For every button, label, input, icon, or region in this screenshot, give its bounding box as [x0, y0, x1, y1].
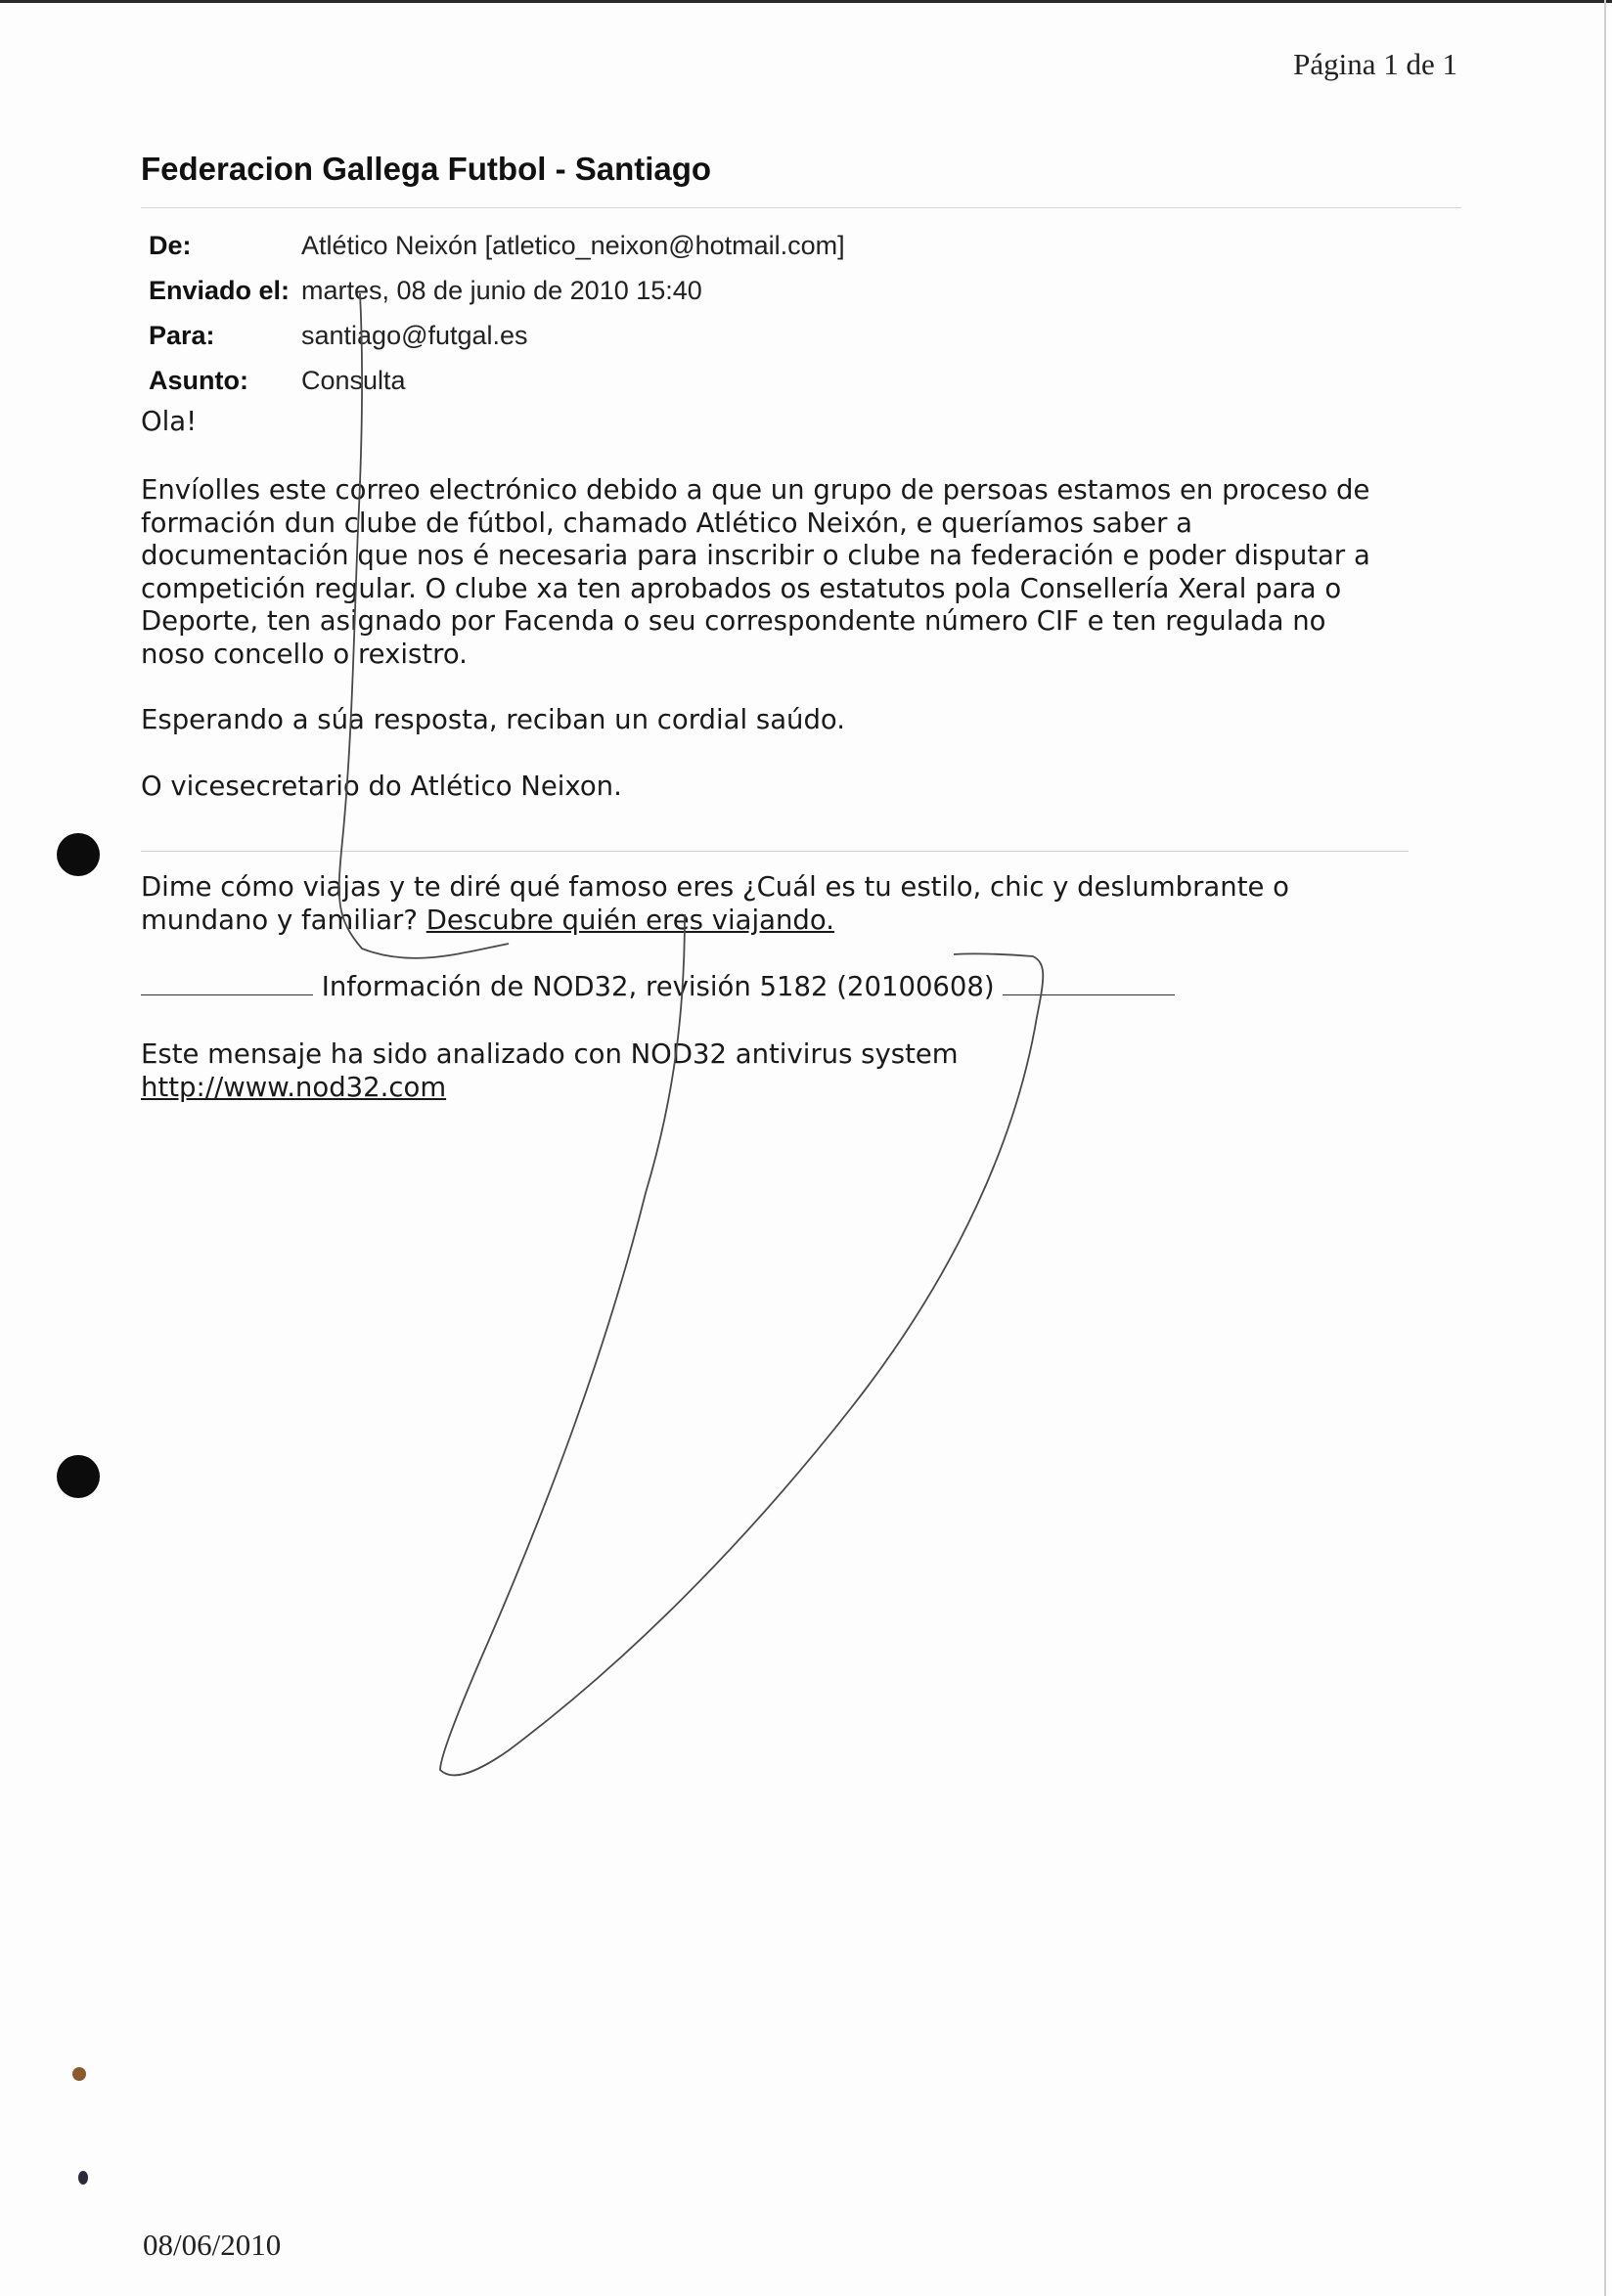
footer-date: 08/06/2010	[143, 2228, 282, 2262]
ad-line-1: Dime cómo viajas y te diré qué famoso eres ¿Cuál es tu estilo, chic y deslumbrante o	[141, 871, 1289, 903]
paragraph-1-line: Envíolles este correo electrónico debido a que un grupo de persoas estamos en proceso de	[141, 474, 1370, 506]
header-from-label: De:	[149, 231, 192, 260]
paragraph-1-line: Deporte, ten asignado por Facenda o seu correspondente número CIF e ten regulada no	[141, 605, 1326, 637]
header-subject	[149, 358, 845, 403]
nod32-link[interactable]: http://www.nod32.com	[141, 1071, 447, 1103]
scan-speck	[72, 2067, 86, 2081]
nod32-rule-left	[141, 971, 313, 995]
page-title: Federacion Gallega Futbol - Santiago	[141, 151, 712, 187]
header-to-label: Para:	[149, 321, 215, 350]
nod32-info-text: Información de NOD32, revisión 5182 (20100608)	[321, 971, 995, 1002]
header-sent	[149, 268, 845, 313]
header-sent-value: martes, 08 de junio de 2010 15:40	[301, 276, 702, 305]
email-paragraph-2: Esperando a súa resposta, reciban un cordial saúdo.	[141, 704, 846, 735]
paragraph-1-line: competición regular. O clube xa ten aprobados os estatutos pola Consellería Xeral para o	[141, 572, 1342, 604]
title-divider	[141, 207, 1461, 208]
nod32-message-block	[141, 1038, 959, 1104]
punch-hole-upper	[57, 833, 100, 876]
nod32-info-line	[141, 971, 1175, 1004]
ad-link[interactable]: Descubre quién eres viajando.	[425, 904, 834, 936]
ad-line-2	[141, 905, 1289, 938]
punch-hole-lower	[57, 1455, 100, 1498]
ad-line-2-text: mundano y familiar?	[141, 904, 426, 936]
header-subject-label: Asunto:	[149, 366, 248, 395]
header-to-value: santiago@futgal.es	[301, 321, 528, 350]
scan-right-edge	[1604, 0, 1606, 2296]
email-headers	[149, 223, 845, 403]
ad-block	[141, 871, 1289, 937]
scan-speck	[78, 2171, 88, 2185]
email-paragraph-1	[141, 474, 1370, 671]
page-number: Página 1 de 1	[1293, 47, 1457, 81]
paragraph-1-line: noso concello o rexistro.	[141, 638, 468, 670]
email-sign-off: O vicesecretario do Atlético Neixon.	[141, 771, 622, 802]
header-sent-label: Enviado el:	[149, 276, 291, 305]
paragraph-1-line: documentación que nos é necesaria para inscribir o clube na federación e poder disputar a	[141, 540, 1370, 571]
nod32-rule-right	[1003, 971, 1175, 995]
scan-top-edge	[0, 0, 1612, 3]
header-from-value: Atlético Neixón [atletico_neixon@hotmail.com]	[301, 231, 845, 260]
ad-divider	[141, 851, 1409, 852]
email-greeting: Ola!	[141, 406, 198, 437]
header-to	[149, 313, 845, 358]
header-from	[149, 223, 845, 268]
header-subject-value: Consulta	[301, 366, 406, 395]
nod32-message: Este mensaje ha sido analizado con NOD32 antivirus system	[141, 1038, 959, 1070]
paragraph-1-line: formación dun clube de fútbol, chamado Atlético Neixón, e queríamos saber a	[141, 507, 1193, 539]
